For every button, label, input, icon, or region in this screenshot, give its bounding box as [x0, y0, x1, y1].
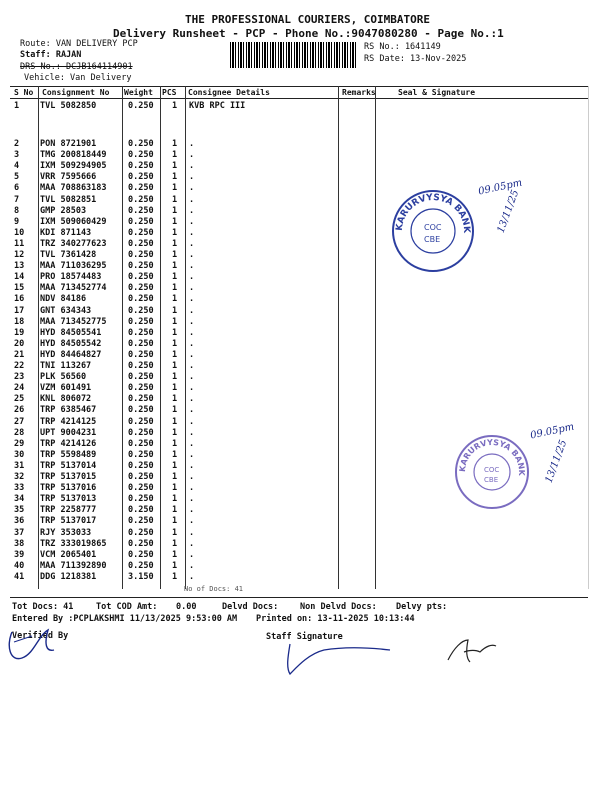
cell-wt: 0.250 — [128, 372, 154, 383]
cell-sno: 20 — [14, 338, 25, 349]
cell-sno: 23 — [14, 372, 25, 383]
cell-det: . — [189, 438, 195, 449]
table-row — [0, 339, 600, 350]
col-consignment: Consignment No — [42, 88, 110, 97]
table-row — [0, 572, 600, 583]
cell-sno: 36 — [14, 516, 25, 527]
cell-wt: 0.250 — [128, 101, 154, 111]
cell-wt: 0.250 — [128, 227, 154, 238]
cell-cons: TRP 4214125 — [40, 416, 97, 427]
cell-det: . — [189, 250, 195, 260]
cell-wt: 0.250 — [128, 505, 154, 516]
cell-det: . — [189, 205, 195, 216]
cell-cons: RJY 353033 — [40, 527, 92, 538]
cell-sno: 38 — [14, 538, 25, 549]
cell-cons: PLK 56560 — [40, 372, 87, 383]
drs-number: DRS No.: DCJB164114901 — [20, 62, 133, 72]
cell-wt: 0.250 — [128, 549, 154, 560]
cell-cons: TRP 2258777 — [40, 505, 97, 516]
cell-pcs: 1 — [172, 538, 178, 549]
cell-wt: 0.250 — [128, 383, 154, 394]
stamp-line2: CBE — [424, 235, 441, 244]
cell-pcs: 1 — [172, 372, 178, 383]
cell-cons: IXM 509294905 — [40, 161, 107, 172]
cell-pcs: 1 — [172, 316, 178, 327]
stamp-line1: COC — [424, 223, 442, 232]
cell-det: . — [189, 139, 195, 149]
cell-pcs: 1 — [172, 338, 178, 349]
table-row — [0, 139, 600, 150]
cell-pcs: 1 — [172, 272, 178, 283]
cell-det: . — [189, 505, 195, 516]
cell-pcs: 1 — [172, 505, 178, 516]
table-row — [0, 328, 600, 339]
cell-det: . — [189, 194, 195, 205]
cell-cons: PON 8721901 — [40, 139, 97, 149]
bank-stamp-2 — [452, 432, 532, 512]
cell-sno: 8 — [14, 205, 20, 216]
cell-cons: MAA 708863183 — [40, 183, 107, 194]
cell-sno: 10 — [14, 227, 25, 238]
cell-wt: 0.250 — [128, 527, 154, 538]
rs-number: RS No.: 1641149 — [364, 42, 441, 52]
cell-pcs: 1 — [172, 161, 178, 172]
cell-cons: VRR 7595666 — [40, 172, 97, 183]
table-row — [0, 383, 600, 394]
cell-sno: 29 — [14, 438, 25, 449]
col-pcs: PCS — [162, 88, 177, 97]
cell-cons: MAA 711036295 — [40, 261, 107, 272]
col-remarks: Remarks — [342, 88, 376, 97]
cell-wt: 0.250 — [128, 294, 154, 305]
cell-cons: TMG 200818449 — [40, 150, 107, 161]
staff-label: Staff: RAJAN — [20, 50, 82, 60]
cell-pcs: 1 — [172, 183, 178, 194]
cell-cons: VCM 2065401 — [40, 549, 97, 560]
cell-pcs: 1 — [172, 560, 178, 571]
cell-pcs: 1 — [172, 283, 178, 294]
printed-on: Printed on: 13-11-2025 10:13:44 — [256, 614, 415, 624]
cell-sno: 5 — [14, 172, 20, 183]
cell-pcs: 1 — [172, 101, 178, 111]
cell-pcs: 1 — [172, 261, 178, 272]
cell-det: . — [189, 294, 195, 305]
table-row — [0, 306, 600, 317]
no-of-docs: No of Docs: 41 — [184, 585, 244, 593]
cell-sno: 26 — [14, 405, 25, 416]
cell-det: . — [189, 383, 195, 394]
cell-wt: 0.250 — [128, 172, 154, 183]
cell-wt: 0.250 — [128, 338, 154, 349]
cell-sno: 22 — [14, 361, 25, 371]
stamp-bank-name: KARURVYSYA BANK — [394, 192, 472, 234]
cell-det: . — [189, 527, 195, 538]
cell-sno: 40 — [14, 560, 25, 571]
non-delvd-docs: Non Delvd Docs: — [300, 602, 377, 612]
cell-pcs: 1 — [172, 205, 178, 216]
cell-det: . — [189, 316, 195, 327]
cell-det: . — [189, 305, 195, 316]
table-row — [0, 283, 600, 294]
cell-sno: 28 — [14, 427, 25, 438]
table-row — [0, 361, 600, 372]
cell-det: . — [189, 216, 195, 227]
tot-cod-label: Tot COD Amt: — [96, 602, 158, 612]
cell-sno: 24 — [14, 383, 25, 394]
cell-wt: 0.250 — [128, 494, 154, 505]
cell-det: . — [189, 538, 195, 549]
tot-cod-amount: 0.00 — [176, 602, 197, 612]
cell-det: . — [189, 427, 195, 438]
delvd-docs: Delvd Docs: — [222, 602, 279, 612]
cell-sno: 19 — [14, 327, 25, 338]
stamp2-line1: COC — [484, 466, 500, 474]
cell-sno: 11 — [14, 238, 25, 249]
cell-pcs: 1 — [172, 139, 178, 149]
cell-cons: VZM 601491 — [40, 383, 92, 394]
table-row — [0, 150, 600, 161]
cell-sno: 13 — [14, 261, 25, 272]
table-row — [0, 528, 600, 539]
cell-cons: TRP 5137014 — [40, 460, 97, 471]
cell-det: . — [189, 416, 195, 427]
page-title: Delivery Runsheet - PCP - Phone No.:9047080280 - Page No.:1 — [113, 27, 504, 40]
cell-wt: 0.250 — [128, 205, 154, 216]
table-row — [0, 161, 600, 172]
cell-cons: TRP 6385467 — [40, 405, 97, 416]
handwritten-time-2: 09.05pm — [529, 421, 576, 442]
cell-pcs: 1 — [172, 449, 178, 460]
table-row — [0, 272, 600, 283]
cell-wt: 0.250 — [128, 238, 154, 249]
cell-pcs: 1 — [172, 549, 178, 560]
cell-wt: 0.250 — [128, 472, 154, 482]
cell-cons: UPT 9004231 — [40, 427, 97, 438]
cell-cons: TNI 113267 — [40, 361, 92, 371]
cell-wt: 0.250 — [128, 161, 154, 172]
table-row — [0, 394, 600, 405]
cell-pcs: 1 — [172, 460, 178, 471]
cell-pcs: 1 — [172, 494, 178, 505]
cell-cons: TRP 5137013 — [40, 494, 97, 505]
cell-sno: 30 — [14, 449, 25, 460]
col-sno: S No — [14, 88, 34, 97]
cell-wt: 0.250 — [128, 305, 154, 316]
cell-pcs: 1 — [172, 172, 178, 183]
table-row — [0, 550, 600, 561]
cell-pcs: 1 — [172, 305, 178, 316]
table-row — [0, 350, 600, 361]
cell-wt: 0.250 — [128, 183, 154, 194]
cell-sno: 12 — [14, 250, 25, 260]
table-row — [0, 539, 600, 550]
cell-cons: GMP 28503 — [40, 205, 87, 216]
table-row — [0, 228, 600, 239]
cell-det: . — [189, 349, 195, 360]
cell-cons: HYD 84505541 — [40, 327, 102, 338]
cell-wt: 0.250 — [128, 327, 154, 338]
cell-det: . — [189, 549, 195, 560]
cell-cons: MAA 711392890 — [40, 560, 107, 571]
cell-det: . — [189, 338, 195, 349]
cell-det: . — [189, 372, 195, 383]
cell-sno: 41 — [14, 571, 25, 582]
cell-cons: HYD 84505542 — [40, 338, 102, 349]
cell-sno: 1 — [14, 101, 20, 111]
handwritten-time: 09.05pm — [477, 177, 524, 198]
stamp2-bank-name: KARURVYSYA BANK — [457, 437, 527, 476]
cell-pcs: 1 — [172, 483, 178, 494]
vehicle-label: Vehicle: Van Delivery — [24, 73, 132, 83]
cell-det: . — [189, 227, 195, 238]
cell-pcs: 1 — [172, 427, 178, 438]
cell-pcs: 1 — [172, 383, 178, 394]
table-row — [0, 561, 600, 572]
cell-det: . — [189, 183, 195, 194]
col-seal-signature: Seal & Signature — [398, 88, 476, 97]
cell-pcs: 1 — [172, 516, 178, 527]
table-row — [0, 405, 600, 416]
cell-wt: 0.250 — [128, 416, 154, 427]
table-row — [0, 516, 600, 527]
cell-pcs: 1 — [172, 250, 178, 260]
cell-wt: 0.250 — [128, 139, 154, 149]
cell-pcs: 1 — [172, 405, 178, 416]
cell-wt: 3.150 — [128, 571, 154, 582]
cell-cons: NDV 84186 — [40, 294, 87, 305]
cell-sno: 21 — [14, 349, 25, 360]
cell-sno: 35 — [14, 505, 25, 516]
stamp2-line2: CBE — [484, 476, 499, 484]
cell-sno: 7 — [14, 194, 20, 205]
cell-wt: 0.250 — [128, 560, 154, 571]
cell-sno: 34 — [14, 494, 25, 505]
cell-sno: 37 — [14, 527, 25, 538]
cell-cons: TRP 5137017 — [40, 516, 97, 527]
cell-sno: 4 — [14, 161, 20, 172]
cell-pcs: 1 — [172, 361, 178, 371]
cell-cons: TRP 4214126 — [40, 438, 97, 449]
cell-det: . — [189, 238, 195, 249]
cell-wt: 0.250 — [128, 405, 154, 416]
cell-sno: 6 — [14, 183, 20, 194]
cell-pcs: 1 — [172, 438, 178, 449]
cell-cons: TVL 5082850 — [40, 101, 97, 111]
cell-wt: 0.250 — [128, 316, 154, 327]
cell-sno: 33 — [14, 483, 25, 494]
tot-docs: Tot Docs: 41 — [12, 602, 74, 612]
handwritten-date: 13/11/25 — [495, 188, 522, 235]
cell-pcs: 1 — [172, 227, 178, 238]
cell-pcs: 1 — [172, 472, 178, 482]
cell-pcs: 1 — [172, 394, 178, 405]
cell-wt: 0.250 — [128, 361, 154, 371]
company-name: THE PROFESSIONAL COURIERS, COIMBATORE — [185, 13, 431, 26]
cell-cons: TRP 5137016 — [40, 483, 97, 494]
cell-det: . — [189, 560, 195, 571]
route-label: Route: VAN DELIVERY PCP — [20, 39, 138, 49]
cell-wt: 0.250 — [128, 394, 154, 405]
table-row — [0, 101, 600, 112]
cell-wt: 0.250 — [128, 216, 154, 227]
cell-det: . — [189, 161, 195, 172]
cell-sno: 17 — [14, 305, 25, 316]
cell-wt: 0.250 — [128, 250, 154, 260]
cell-sno: 18 — [14, 316, 25, 327]
table-row — [0, 417, 600, 428]
cell-cons: KDI 871143 — [40, 227, 92, 238]
cell-det: . — [189, 361, 195, 371]
cell-cons: DDG 1218381 — [40, 571, 97, 582]
handwritten-date-2: 13/11/25 — [543, 438, 570, 485]
cell-pcs: 1 — [172, 150, 178, 161]
verified-signature — [4, 624, 84, 668]
cell-wt: 0.250 — [128, 194, 154, 205]
cell-sno: 32 — [14, 472, 25, 482]
cell-pcs: 1 — [172, 527, 178, 538]
cell-det: . — [189, 494, 195, 505]
cell-sno: 39 — [14, 549, 25, 560]
cell-sno: 31 — [14, 460, 25, 471]
table-row — [0, 317, 600, 328]
cell-cons: TRZ 333019865 — [40, 538, 107, 549]
table-row — [0, 294, 600, 305]
cell-det: . — [189, 172, 195, 183]
cell-pcs: 1 — [172, 238, 178, 249]
cell-wt: 0.250 — [128, 283, 154, 294]
entered-by: Entered By :PCPLAKSHMI 11/13/2025 9:53:00 AM — [12, 614, 238, 624]
cell-det: . — [189, 460, 195, 471]
cell-pcs: 1 — [172, 194, 178, 205]
cell-sno: 14 — [14, 272, 25, 283]
cell-cons: PRO 18574483 — [40, 272, 102, 283]
col-details: Consignee Details — [188, 88, 270, 97]
cell-sno: 2 — [14, 139, 20, 149]
cell-cons: KNL 806072 — [40, 394, 92, 405]
table-row — [0, 250, 600, 261]
cell-pcs: 1 — [172, 216, 178, 227]
cell-cons: MAA 713452775 — [40, 316, 107, 327]
cell-det: . — [189, 449, 195, 460]
cell-cons: TRP 5137015 — [40, 472, 97, 482]
cell-sno: 25 — [14, 394, 25, 405]
col-weight: Weight — [124, 88, 153, 97]
staff-signature: Staff Signature — [266, 632, 343, 642]
cell-det: . — [189, 327, 195, 338]
cell-cons: GNT 634343 — [40, 305, 92, 316]
staff-signature-mark — [278, 640, 398, 680]
cell-det: . — [189, 483, 195, 494]
cell-det: . — [189, 150, 195, 161]
cell-sno: 3 — [14, 150, 20, 161]
cell-sno: 9 — [14, 216, 20, 227]
cell-wt: 0.250 — [128, 483, 154, 494]
rs-date: RS Date: 13-Nov-2025 — [364, 54, 467, 64]
cell-cons: MAA 713452774 — [40, 283, 107, 294]
cell-cons: TRZ 340277623 — [40, 238, 107, 249]
cell-pcs: 1 — [172, 294, 178, 305]
cell-det: . — [189, 472, 195, 482]
bank-stamp — [388, 186, 478, 276]
cell-det: . — [189, 571, 195, 582]
cell-pcs: 1 — [172, 349, 178, 360]
cell-sno: 27 — [14, 416, 25, 427]
cell-pcs: 1 — [172, 571, 178, 582]
cell-det: . — [189, 272, 195, 283]
extra-signature — [440, 632, 500, 668]
cell-wt: 0.250 — [128, 516, 154, 527]
cell-cons: TVL 7361428 — [40, 250, 97, 260]
cell-cons: HYD 84464827 — [40, 349, 102, 360]
delvy-pts: Delvy pts: — [396, 602, 448, 612]
cell-wt: 0.250 — [128, 449, 154, 460]
cell-det: . — [189, 261, 195, 272]
verified-by: Verified By — [12, 631, 69, 641]
cell-wt: 0.250 — [128, 427, 154, 438]
cell-det: KVB RPC III — [189, 101, 246, 111]
cell-cons: TVL 5082851 — [40, 194, 97, 205]
cell-wt: 0.250 — [128, 538, 154, 549]
cell-det: . — [189, 394, 195, 405]
table-row — [0, 239, 600, 250]
cell-cons: TRP 5598489 — [40, 449, 97, 460]
cell-cons: IXM 509060429 — [40, 216, 107, 227]
cell-pcs: 1 — [172, 416, 178, 427]
cell-sno: 15 — [14, 283, 25, 294]
cell-wt: 0.250 — [128, 460, 154, 471]
table-row — [0, 261, 600, 272]
barcode — [230, 42, 358, 68]
cell-wt: 0.250 — [128, 261, 154, 272]
cell-wt: 0.250 — [128, 438, 154, 449]
table-row — [0, 372, 600, 383]
cell-det: . — [189, 283, 195, 294]
cell-pcs: 1 — [172, 327, 178, 338]
cell-det: . — [189, 405, 195, 416]
cell-wt: 0.250 — [128, 272, 154, 283]
cell-wt: 0.250 — [128, 349, 154, 360]
cell-sno: 16 — [14, 294, 25, 305]
cell-wt: 0.250 — [128, 150, 154, 161]
cell-det: . — [189, 516, 195, 527]
